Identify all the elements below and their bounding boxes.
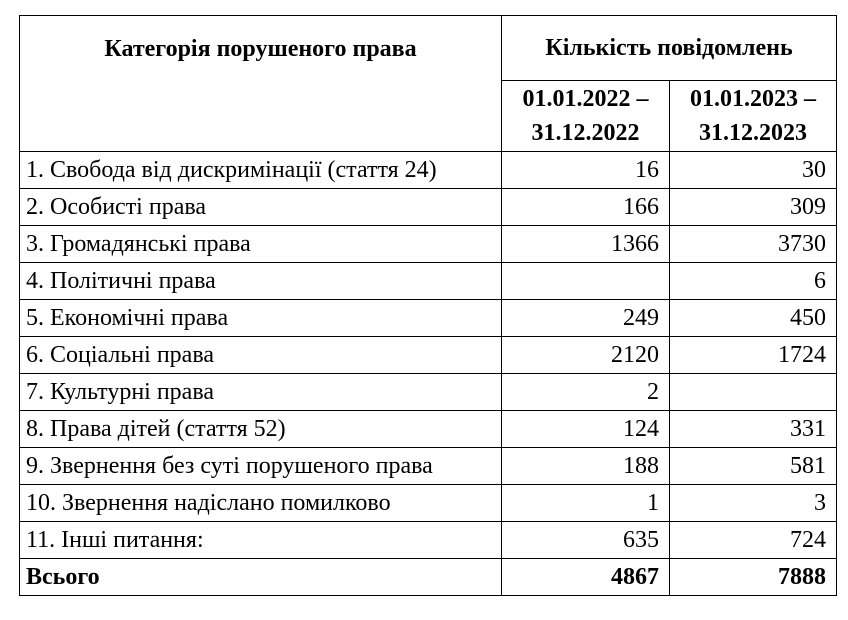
- count-2023-cell: 1724: [670, 337, 837, 374]
- count-2023-cell: 30: [670, 152, 837, 189]
- period-header-2023: [670, 81, 837, 152]
- count-2022-cell: 249: [502, 300, 670, 337]
- category-cell: 4. Політичні права: [20, 263, 502, 300]
- category-cell: 10. Звернення надіслано помилково: [20, 485, 502, 522]
- category-cell: 1. Свобода від дискримінації (стаття 24): [20, 152, 502, 189]
- total-label: Всього: [20, 559, 502, 596]
- header-row: [20, 16, 837, 81]
- total-2022-cell: 4867: [502, 559, 670, 596]
- table-row: [20, 337, 837, 374]
- table-row: [20, 152, 837, 189]
- rights-violations-table: [19, 15, 837, 596]
- category-cell: 7. Культурні права: [20, 374, 502, 411]
- count-2023-cell: 6: [670, 263, 837, 300]
- table-row: [20, 411, 837, 448]
- count-2022-cell: [502, 263, 670, 300]
- table-row: [20, 374, 837, 411]
- count-2022-cell: 1366: [502, 226, 670, 263]
- category-cell: 8. Права дітей (стаття 52): [20, 411, 502, 448]
- count-2022-cell: 166: [502, 189, 670, 226]
- total-2023-cell: 7888: [670, 559, 837, 596]
- count-2022-cell: 2: [502, 374, 670, 411]
- total-row: [20, 559, 837, 596]
- count-2022-cell: 2120: [502, 337, 670, 374]
- table-row: [20, 522, 837, 559]
- period-2023-start: 01.01.2023 –: [690, 86, 816, 112]
- table-row: [20, 263, 837, 300]
- count-2023-cell: 3: [670, 485, 837, 522]
- table-row: [20, 300, 837, 337]
- count-2022-cell: 124: [502, 411, 670, 448]
- category-cell: 3. Громадянські права: [20, 226, 502, 263]
- count-2023-cell: 3730: [670, 226, 837, 263]
- period-2022-end: 31.12.2022: [531, 120, 640, 146]
- count-2023-cell: [670, 374, 837, 411]
- count-2022-cell: 16: [502, 152, 670, 189]
- category-cell: 11. Інші питання:: [20, 522, 502, 559]
- count-2023-cell: 450: [670, 300, 837, 337]
- count-2023-cell: 581: [670, 448, 837, 485]
- table-row: [20, 189, 837, 226]
- category-cell: 2. Особисті права: [20, 189, 502, 226]
- count-2022-cell: 1: [502, 485, 670, 522]
- category-column-header: Категорія порушеного права: [20, 16, 502, 152]
- period-header-2022: [502, 81, 670, 152]
- count-column-header: Кількість повідомлень: [502, 16, 837, 81]
- count-2022-cell: 635: [502, 522, 670, 559]
- period-2022-start: 01.01.2022 –: [522, 86, 649, 112]
- count-2023-cell: 331: [670, 411, 837, 448]
- table-row: [20, 448, 837, 485]
- category-cell: 6. Соціальні права: [20, 337, 502, 374]
- category-cell: 5. Економічні права: [20, 300, 502, 337]
- count-2023-cell: 309: [670, 189, 837, 226]
- table-row: [20, 226, 837, 263]
- table-row: [20, 485, 837, 522]
- period-2023-end: 31.12.2023: [699, 120, 807, 146]
- count-2023-cell: 724: [670, 522, 837, 559]
- category-cell: 9. Звернення без суті порушеного права: [20, 448, 502, 485]
- count-2022-cell: 188: [502, 448, 670, 485]
